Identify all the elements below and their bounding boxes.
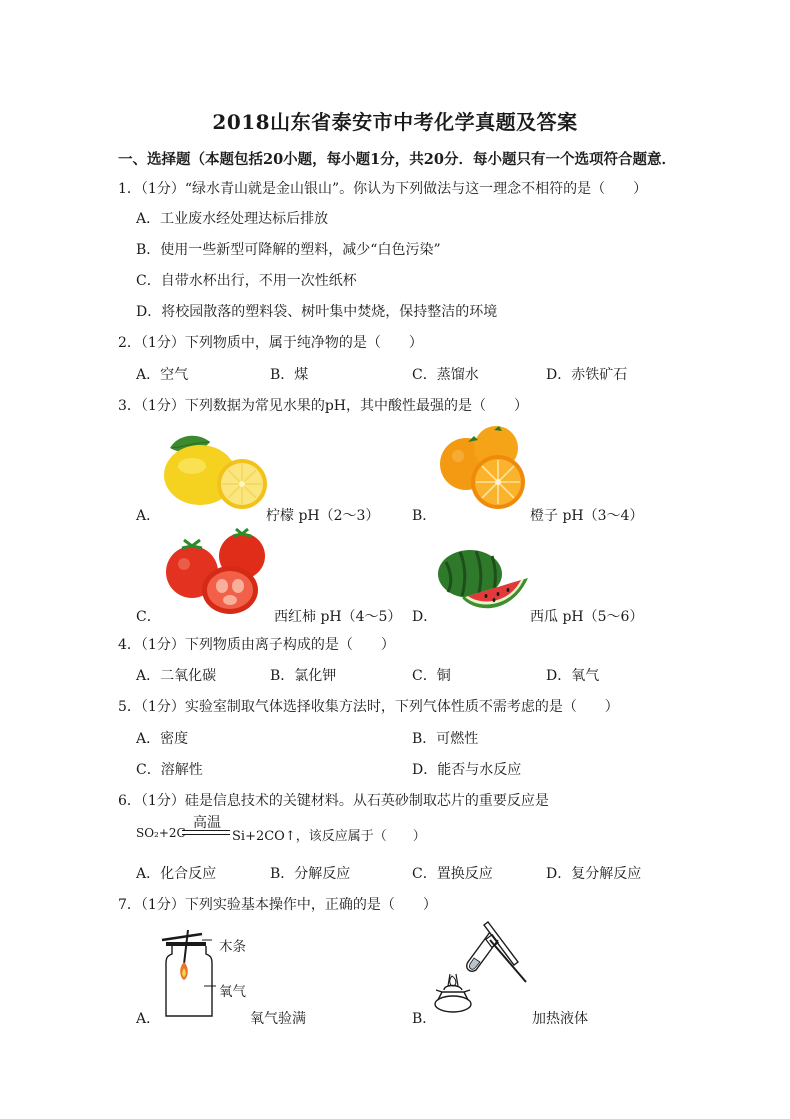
- q1-option-d[interactable]: D．将校园散落的塑料袋、树叶集中焚烧，保持整洁的环境: [136, 304, 498, 320]
- q4-option-a[interactable]: A．二氧化碳: [136, 668, 217, 684]
- q3-option-c-letter[interactable]: C．: [136, 609, 161, 625]
- q6-option-d[interactable]: D．复分解反应: [546, 866, 642, 882]
- q2-option-c[interactable]: C．蒸馏水: [412, 367, 479, 383]
- page-title: 2018山东省泰安市中考化学真题及答案: [212, 110, 578, 134]
- q7-option-b-caption: 加热液体: [532, 1011, 588, 1027]
- q2-option-a[interactable]: A．空气: [136, 367, 189, 383]
- q7-option-b-letter[interactable]: B．: [412, 1011, 437, 1027]
- q3-option-a-letter[interactable]: A．: [136, 508, 161, 524]
- q1-option-a[interactable]: A．工业废水经处理达标后排放: [136, 211, 329, 227]
- q5-option-d[interactable]: D．能否与水反应: [412, 762, 522, 778]
- q5-option-b[interactable]: B．可燃性: [412, 731, 479, 747]
- q3-option-d-letter[interactable]: D．: [412, 609, 438, 625]
- question-2-stem: 2．（1分）下列物质中，属于纯净物的是（ ）: [118, 335, 423, 351]
- heating-test-tube-icon: [430, 918, 540, 1024]
- q4-option-d[interactable]: D．氧气: [546, 668, 600, 684]
- q1-option-c[interactable]: C．自带水杯出行，不用一次性纸杯: [136, 273, 357, 289]
- question-7-stem: 7．（1分）下列实验基本操作中，正确的是（ ）: [118, 897, 437, 913]
- lemon-icon: [158, 430, 268, 515]
- question-5-stem: 5．（1分）实验室制取气体选择收集方法时，下列气体性质不需考虑的是（ ）: [118, 699, 619, 715]
- q7-option-a-letter[interactable]: A．: [136, 1011, 161, 1027]
- equation-line-bottom: [182, 834, 230, 835]
- q3-option-c-caption: 西红柿 pH（4～5）: [274, 609, 402, 625]
- q2-option-b[interactable]: B．煤: [270, 367, 309, 383]
- reaction-condition: 高温: [193, 815, 221, 831]
- question-1-stem: 1．（1分）“绿水青山就是金山银山”。你认为下列做法与这一理念不相符的是（ ）: [118, 181, 648, 197]
- q3-option-d-caption: 西瓜 pH（5～6）: [530, 609, 644, 625]
- q6-option-c[interactable]: C．置换反应: [412, 866, 493, 882]
- label-oxygen: 氧气: [219, 984, 246, 1000]
- q5-option-a[interactable]: A．密度: [136, 731, 189, 747]
- q3-option-a-caption: 柠檬 pH（2～3）: [266, 508, 380, 524]
- q3-option-b-caption: 橙子 pH（3～4）: [530, 508, 644, 524]
- orange-icon: [436, 424, 531, 516]
- q4-option-c[interactable]: C．铜: [412, 668, 451, 684]
- tomato-icon: [162, 528, 272, 618]
- q6-option-b[interactable]: B．分解反应: [270, 866, 351, 882]
- q1-option-b[interactable]: B．使用一些新型可降解的塑料，减少“白色污染”: [136, 242, 441, 258]
- label-wood-strip: 木条: [219, 939, 246, 955]
- equation-products: Si+2CO↑，该反应属于（ ）: [232, 829, 426, 844]
- q6-option-a[interactable]: A．化合反应: [136, 866, 217, 882]
- q4-option-b[interactable]: B．氯化钾: [270, 668, 337, 684]
- equation-line-top: [182, 830, 230, 831]
- equation-reactants: SO₂+2C: [136, 826, 186, 840]
- question-3-stem: 3．（1分）下列数据为常见水果的pH，其中酸性最强的是（ ）: [118, 398, 528, 414]
- section-heading: 一、选择题（本题包括20小题，每小题1分，共20分．每小题只有一个选项符合题意．: [118, 151, 676, 168]
- q5-option-c[interactable]: C．溶解性: [136, 762, 203, 778]
- watermelon-icon: [436, 548, 532, 616]
- question-6-stem: 6．（1分）硅是信息技术的关键材料。从石英砂制取芯片的重要反应是: [118, 793, 549, 809]
- question-4-stem: 4．（1分）下列物质由离子构成的是（ ）: [118, 637, 395, 653]
- q3-option-b-letter[interactable]: B．: [412, 508, 437, 524]
- q2-option-d[interactable]: D．赤铁矿石: [546, 367, 628, 383]
- q7-option-a-caption: 氧气验满: [250, 1011, 306, 1027]
